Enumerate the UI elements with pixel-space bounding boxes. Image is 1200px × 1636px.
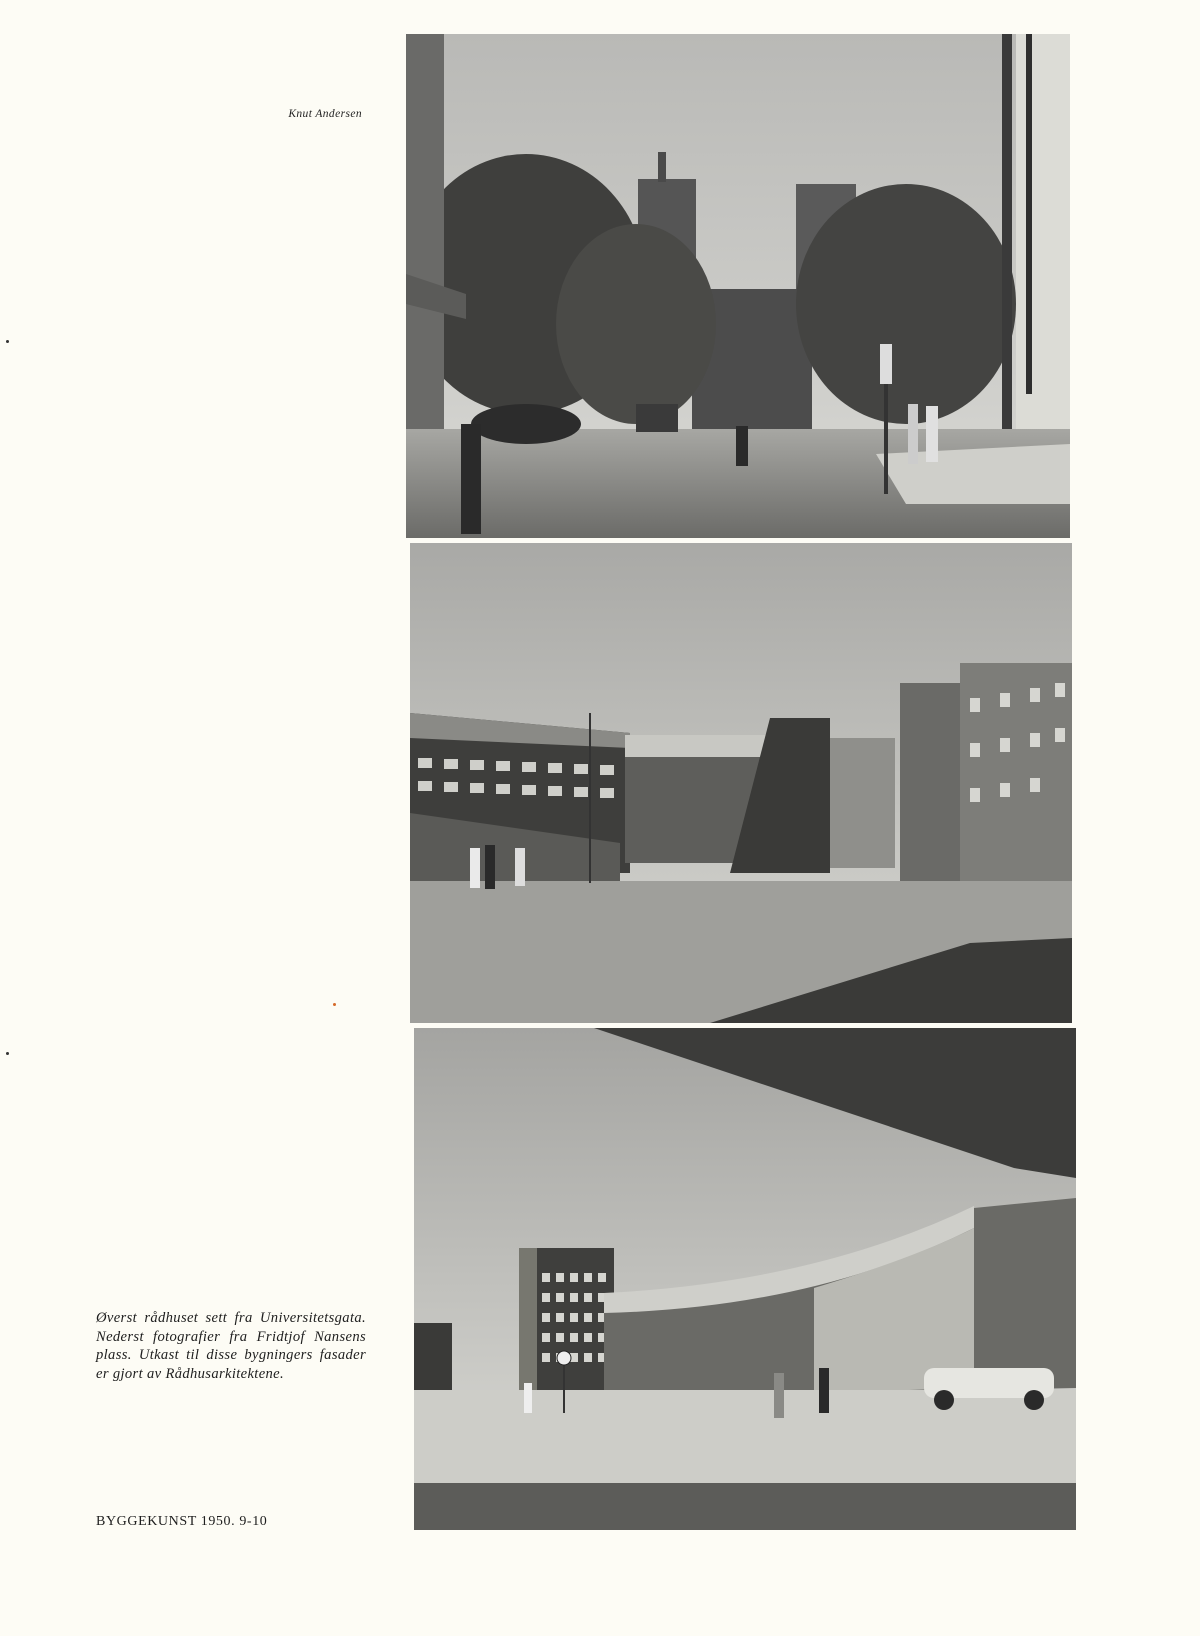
photo-3-image (414, 1028, 1076, 1530)
scan-speck (6, 1052, 9, 1055)
scan-speck (333, 1003, 336, 1006)
scan-speck (6, 340, 9, 343)
photo-nansens-plass-overhang-view (414, 1028, 1076, 1530)
photo-city-hall-street-view (406, 34, 1070, 538)
figure-caption: Øverst rådhuset sett fra Universitetsgata. Nederst fotografier fra Fridtjof Nansens plass. Utkast til disse bygningers fasader er gjort av Rådhusarkitektene. (96, 1310, 366, 1382)
photo-credit: Knut Andersen (288, 108, 362, 120)
photo-1-image (406, 34, 1070, 538)
photo-2-image (410, 543, 1072, 1023)
photo-nansens-plass-buildings (410, 543, 1072, 1023)
page-footer: BYGGEKUNST 1950. 9-10 (96, 1514, 268, 1529)
